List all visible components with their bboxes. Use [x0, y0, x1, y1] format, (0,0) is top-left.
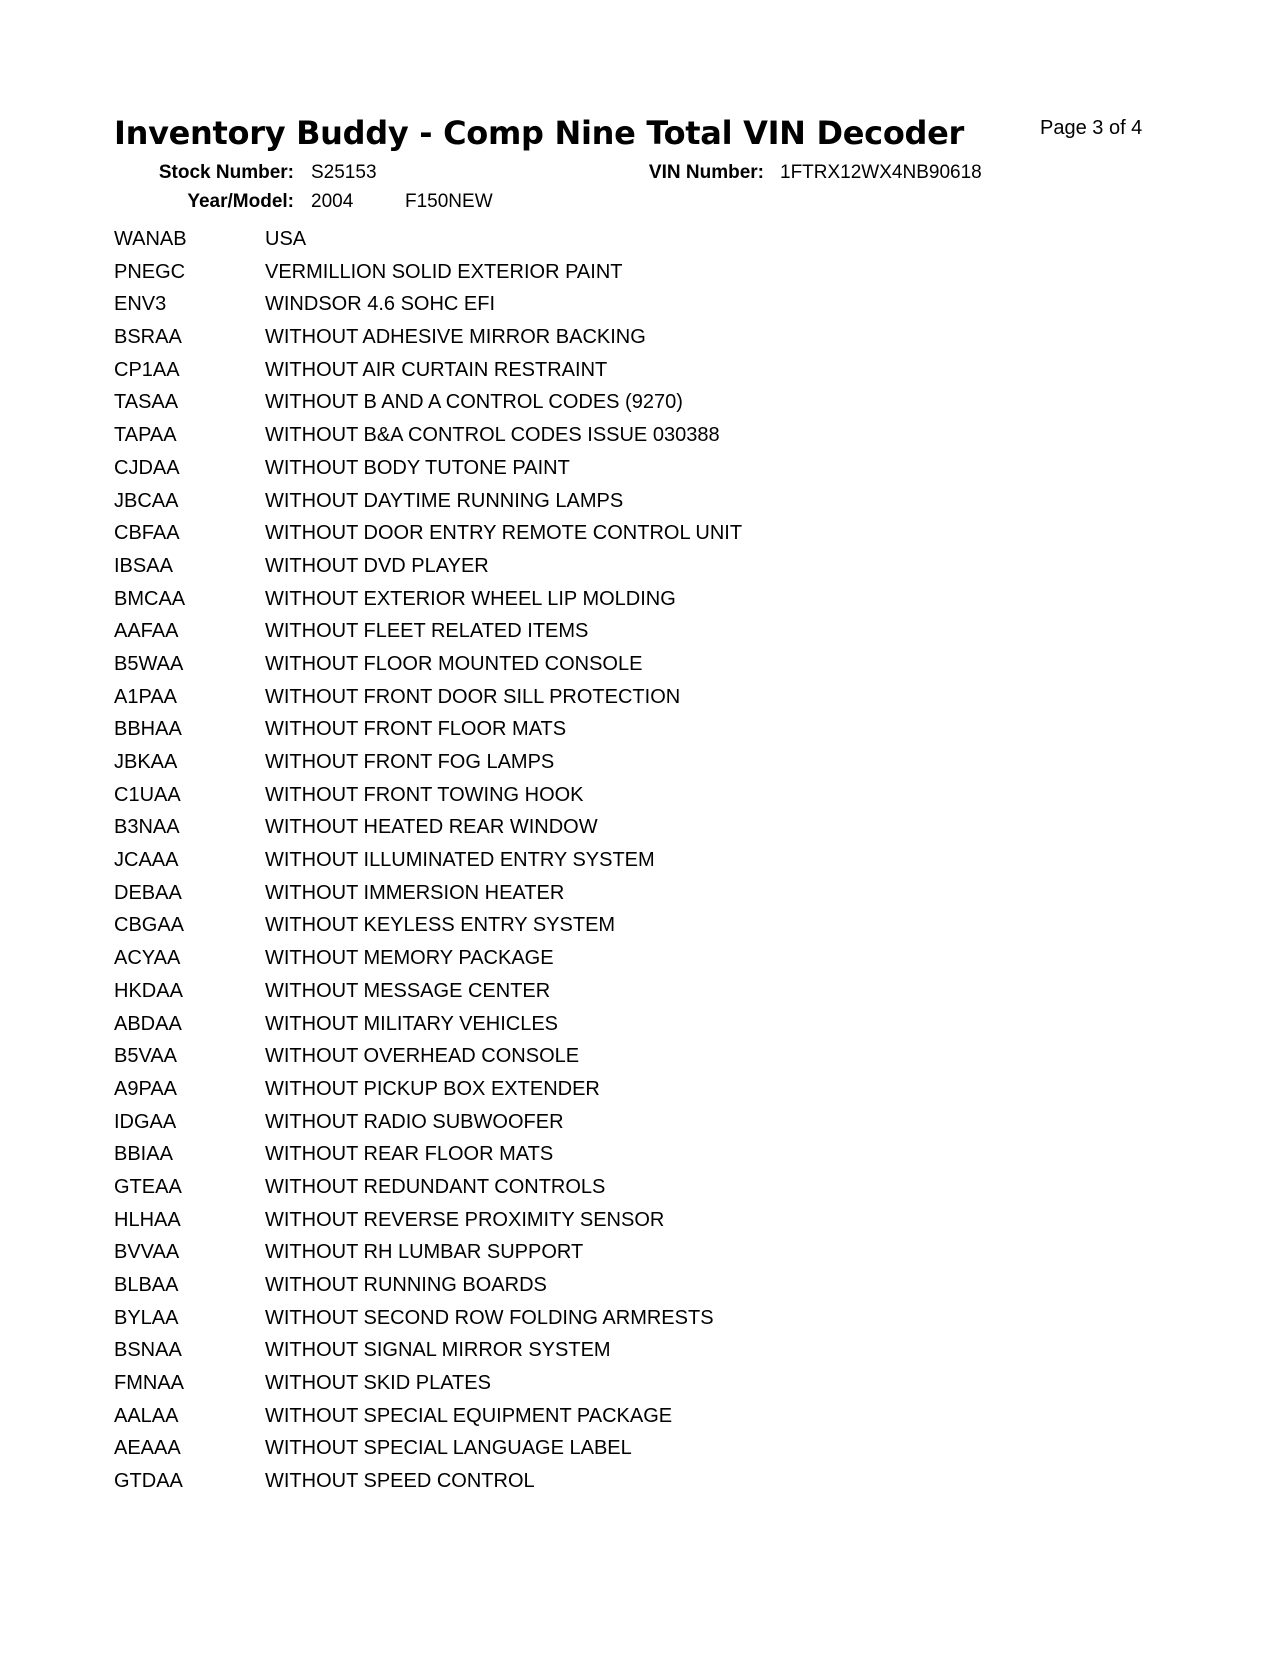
- option-description: VERMILLION SOLID EXTERIOR PAINT: [265, 260, 623, 283]
- option-row: [114, 389, 742, 422]
- option-description: WITHOUT DAYTIME RUNNING LAMPS: [265, 489, 624, 512]
- option-row: [114, 847, 742, 880]
- option-description: WITHOUT IMMERSION HEATER: [265, 881, 565, 904]
- option-row: [114, 586, 742, 619]
- option-description: WITHOUT DOOR ENTRY REMOTE CONTROL UNIT: [265, 522, 743, 545]
- option-description: WITHOUT MEMORY PACKAGE: [265, 947, 554, 970]
- option-code: B3NAA: [114, 816, 180, 839]
- option-description: WITHOUT OVERHEAD CONSOLE: [265, 1045, 580, 1068]
- option-row: [114, 1435, 742, 1468]
- page-title: Inventory Buddy - Comp Nine Total VIN Decoder: [114, 114, 965, 152]
- option-row: [114, 1337, 742, 1370]
- option-description: WITHOUT SPECIAL LANGUAGE LABEL: [265, 1437, 632, 1460]
- option-code: CBFAA: [114, 522, 180, 545]
- option-row: [114, 1076, 742, 1109]
- option-code: BSRAA: [114, 326, 182, 349]
- option-code: HKDAA: [114, 979, 183, 1002]
- option-row: [114, 422, 742, 455]
- option-code: CJDAA: [114, 456, 180, 479]
- option-description: WITHOUT B&A CONTROL CODES ISSUE 030388: [265, 424, 720, 447]
- option-row: [114, 978, 742, 1011]
- option-code: AAFAA: [114, 620, 179, 643]
- option-description: WITHOUT SIGNAL MIRROR SYSTEM: [265, 1339, 611, 1362]
- option-description: WITHOUT SKID PLATES: [265, 1372, 491, 1395]
- option-row: [114, 324, 742, 357]
- stock-number-value: S25153: [311, 162, 377, 183]
- option-row: [114, 684, 742, 717]
- option-row: [114, 1272, 742, 1305]
- option-code: BYLAA: [114, 1306, 179, 1329]
- option-description: WITHOUT AIR CURTAIN RESTRAINT: [265, 358, 608, 381]
- option-row: [114, 749, 742, 782]
- option-code: IBSAA: [114, 554, 173, 577]
- option-description: WITHOUT ILLUMINATED ENTRY SYSTEM: [265, 849, 655, 872]
- option-code: AALAA: [114, 1404, 179, 1427]
- option-description: WITHOUT SECOND ROW FOLDING ARMRESTS: [265, 1306, 714, 1329]
- option-description: WITHOUT FRONT FOG LAMPS: [265, 751, 555, 773]
- option-code: DEBAA: [114, 881, 182, 904]
- option-code: ABDAA: [114, 1012, 182, 1035]
- option-code: B5VAA: [114, 1045, 177, 1068]
- option-code: BSNAA: [114, 1339, 182, 1362]
- option-code: HLHAA: [114, 1208, 181, 1231]
- option-description: WITHOUT RUNNING BOARDS: [265, 1274, 547, 1296]
- year-value: 2004: [311, 191, 354, 212]
- option-description: WITHOUT PICKUP BOX EXTENDER: [265, 1077, 600, 1100]
- option-row: [114, 814, 742, 847]
- option-row: [114, 520, 742, 553]
- option-code: BLBAA: [114, 1274, 179, 1296]
- option-row: [114, 651, 742, 684]
- option-description: WITHOUT DVD PLAYER: [265, 554, 489, 577]
- option-code: A1PAA: [114, 685, 177, 708]
- page-number: Page 3 of 4: [1040, 117, 1143, 139]
- option-code: JBKAA: [114, 751, 178, 773]
- option-description: WITHOUT FRONT TOWING HOOK: [265, 783, 584, 806]
- option-row: [114, 1239, 742, 1272]
- option-description: WITHOUT FRONT FLOOR MATS: [265, 718, 567, 741]
- option-row: [114, 945, 742, 978]
- option-row: [114, 618, 742, 651]
- option-description: WITHOUT KEYLESS ENTRY SYSTEM: [265, 914, 616, 937]
- option-row: [114, 488, 742, 521]
- option-code: B5WAA: [114, 652, 184, 675]
- option-row: [114, 880, 742, 913]
- option-code: GTDAA: [114, 1470, 183, 1493]
- option-description: WITHOUT MILITARY VEHICLES: [265, 1012, 559, 1035]
- option-code: JBCAA: [114, 489, 179, 512]
- option-row: [114, 1109, 742, 1142]
- option-row: [114, 1043, 742, 1076]
- option-row: [114, 1468, 742, 1501]
- option-code: BVVAA: [114, 1241, 180, 1264]
- option-description: WITHOUT FLOOR MOUNTED CONSOLE: [265, 652, 643, 675]
- option-code: TASAA: [114, 391, 179, 414]
- option-code: TAPAA: [114, 424, 177, 447]
- option-code: CP1AA: [114, 358, 180, 381]
- year-model-label: Year/Model:: [187, 191, 294, 212]
- option-row: [114, 455, 742, 488]
- option-row: [114, 226, 742, 259]
- option-code: BBIAA: [114, 1143, 173, 1166]
- option-description: WITHOUT REAR FLOOR MATS: [265, 1143, 554, 1166]
- stock-number-label: Stock Number:: [158, 162, 294, 183]
- option-description: WITHOUT SPEED CONTROL: [265, 1470, 535, 1493]
- option-row: [114, 1403, 742, 1436]
- option-description: WINDSOR 4.6 SOHC EFI: [265, 293, 496, 316]
- option-row: [114, 357, 742, 390]
- option-row: [114, 553, 742, 586]
- vin-number-label: VIN Number:: [648, 162, 764, 183]
- option-description: WITHOUT RH LUMBAR SUPPORT: [265, 1241, 584, 1264]
- option-description: WITHOUT RADIO SUBWOOFER: [265, 1110, 564, 1133]
- option-row: [114, 1174, 742, 1207]
- option-description: WITHOUT REVERSE PROXIMITY SENSOR: [265, 1208, 665, 1231]
- option-description: WITHOUT FRONT DOOR SILL PROTECTION: [265, 685, 681, 708]
- option-description: WITHOUT FLEET RELATED ITEMS: [265, 620, 589, 643]
- option-code: WANAB: [114, 228, 187, 250]
- option-row: [114, 1207, 742, 1240]
- model-value: F150NEW: [405, 191, 493, 212]
- option-code: ACYAA: [114, 947, 181, 970]
- vin-number-value: 1FTRX12WX4NB90618: [780, 162, 982, 183]
- option-code: IDGAA: [114, 1110, 177, 1133]
- option-code: GTEAA: [114, 1175, 182, 1198]
- option-code: AEAAA: [114, 1437, 181, 1460]
- option-code: ENV3: [114, 293, 167, 316]
- option-row: [114, 1305, 742, 1338]
- option-code: A9PAA: [114, 1077, 177, 1100]
- option-row: [114, 1141, 742, 1174]
- option-code: FMNAA: [114, 1372, 184, 1395]
- option-description: WITHOUT HEATED REAR WINDOW: [265, 816, 598, 839]
- option-description: WITHOUT MESSAGE CENTER: [265, 979, 551, 1002]
- option-row: [114, 782, 742, 815]
- option-description: WITHOUT BODY TUTONE PAINT: [265, 456, 570, 479]
- option-description: WITHOUT SPECIAL EQUIPMENT PACKAGE: [265, 1404, 673, 1427]
- option-code: BBHAA: [114, 718, 182, 741]
- option-code: C1UAA: [114, 783, 181, 806]
- option-code: BMCAA: [114, 587, 186, 610]
- option-description: USA: [265, 228, 307, 250]
- option-code-list: [114, 226, 742, 1501]
- option-description: WITHOUT B AND A CONTROL CODES (9270): [265, 391, 683, 414]
- option-row: [114, 716, 742, 749]
- option-description: WITHOUT EXTERIOR WHEEL LIP MOLDING: [265, 587, 676, 610]
- option-code: CBGAA: [114, 914, 185, 937]
- option-row: [114, 259, 742, 292]
- option-row: [114, 1011, 742, 1044]
- option-description: WITHOUT ADHESIVE MIRROR BACKING: [265, 326, 646, 349]
- option-code: PNEGC: [114, 260, 186, 283]
- option-description: WITHOUT REDUNDANT CONTROLS: [265, 1175, 606, 1198]
- option-row: [114, 291, 742, 324]
- option-row: [114, 912, 742, 945]
- option-code: JCAAA: [114, 849, 179, 872]
- option-row: [114, 1370, 742, 1403]
